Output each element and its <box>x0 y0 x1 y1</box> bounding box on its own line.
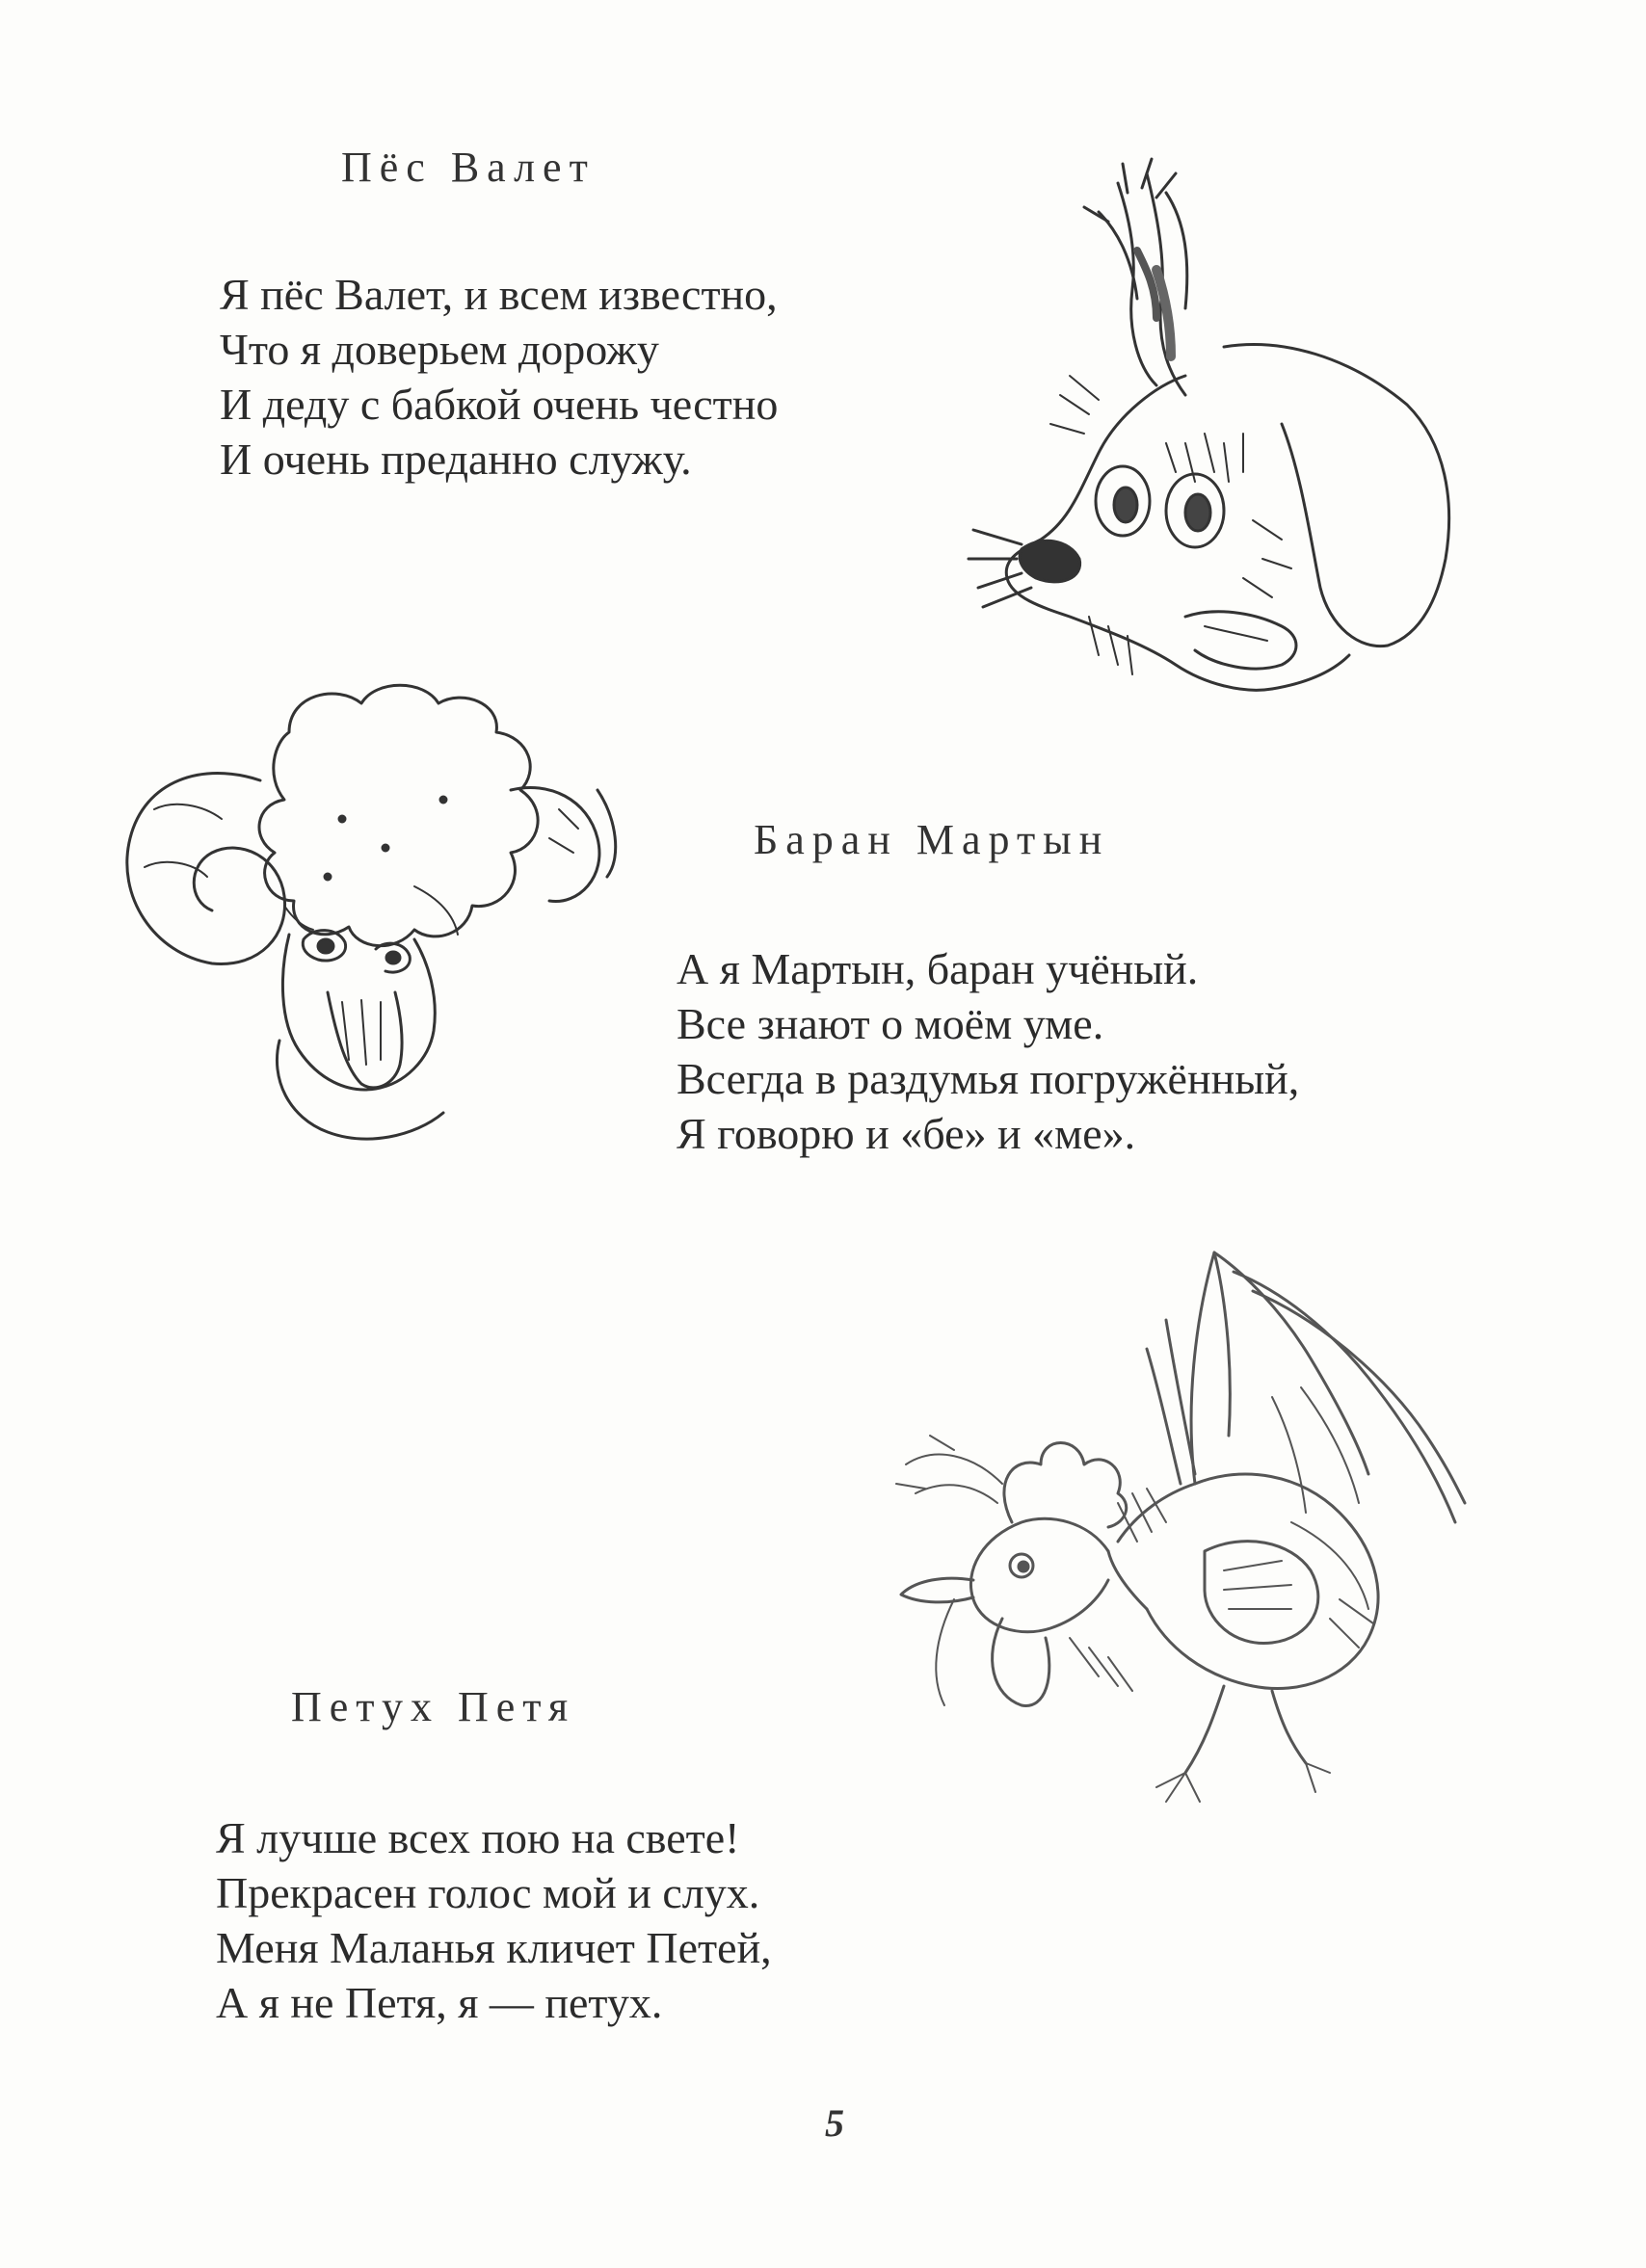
poem-line: А я не Петя, я — петух. <box>216 1978 663 2027</box>
poem-stanza <box>677 941 1299 1161</box>
poem-line: Я говорю и «бе» и «ме». <box>677 1109 1136 1158</box>
poem-title: Пёс Валет <box>341 144 596 191</box>
poem-dog <box>220 143 778 487</box>
rooster-illustration <box>877 1233 1513 1840</box>
ram-illustration <box>96 674 646 1175</box>
poem-stanza <box>220 267 778 487</box>
poem-ram <box>677 815 1299 1161</box>
poem-rooster <box>216 1682 772 2030</box>
poem-title: Баран Мартын <box>754 816 1110 863</box>
poem-line: Я пёс Валет, и всем известно, <box>220 270 778 319</box>
poem-line: Меня Маланья кличет Петей, <box>216 1923 772 1972</box>
poem-line: Что я доверьем дорожу <box>220 325 659 374</box>
poem-line: Все знают о моём уме. <box>677 999 1104 1048</box>
poem-line: Всегда в раздумья погружённый, <box>677 1054 1300 1103</box>
poem-line: Прекрасен голос мой и слух. <box>216 1868 760 1917</box>
poem-line: Я лучше всех пою на свете! <box>216 1813 740 1862</box>
page-number: 5 <box>825 2101 844 2145</box>
poem-line: И деду с бабкой очень честно <box>220 380 779 429</box>
poem-line: А я Мартын, баран учёный. <box>677 944 1199 993</box>
poem-line: И очень преданно служу. <box>220 435 692 484</box>
poem-stanza <box>216 1810 772 2030</box>
poem-title: Петух Петя <box>291 1683 576 1730</box>
dog-illustration <box>964 154 1465 732</box>
